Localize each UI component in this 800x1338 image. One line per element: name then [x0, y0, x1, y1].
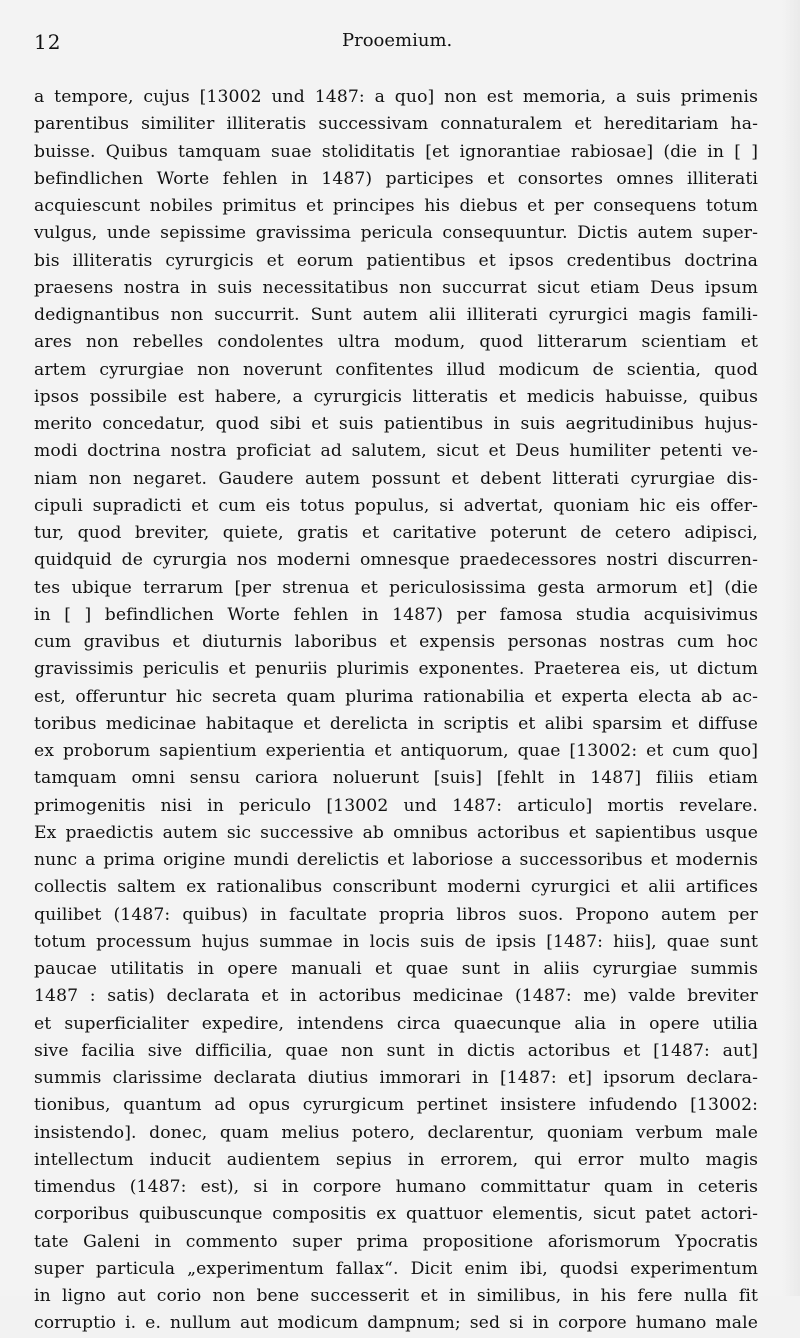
text-line: ex proborum sapientium experientia et antiquorum, quae [13002: et cum quo] — [34, 741, 758, 761]
text-line: tamquam omni sensu cariora noluerunt [suis] [fehlt in 1487] filiis etiam — [34, 768, 758, 789]
text-line: tate Galeni in commento super prima propositione aforismorum Ypocratis — [34, 1231, 758, 1252]
text-line: summis clarissime declarata diutius immorari in [1487: et] ipsorum declara- — [34, 1068, 758, 1088]
text-line: nunc a prima origine mundi derelictis et laboriose a successoribus et modernis — [34, 850, 758, 870]
text-line: in ligno aut corio non bene successerit et in similibus, in his fere nulla fit — [34, 1286, 758, 1306]
text-line: befindlichen Worte fehlen in 1487) participes et consortes omnes illiterati — [34, 168, 758, 189]
text-line: acquiescunt nobiles primitus et principes his diebus et per consequens totum — [34, 196, 758, 216]
text-line: parentibus similiter illiteratis successivam connaturalem et hereditariam ha- — [34, 114, 758, 135]
text-line: artem cyrurgiae non noverunt confitentes illud modicum de scientia, quod — [34, 359, 758, 380]
text-line: collectis saltem ex rationalibus conscribunt moderni cyrurgici et alii artifices — [34, 877, 758, 898]
text-line: sive facilia sive difficilia, quae non sunt in dictis actoribus et [1487: aut] — [34, 1040, 758, 1061]
text-line: primogenitis nisi in periculo [13002 und 1487: articulo] mortis revelare. — [34, 795, 758, 816]
text-line: ipsos possibile est habere, a cyrurgicis litteratis et medicis habuisse, quibus — [34, 386, 758, 407]
text-line: corruptio i. e. nullum aut modicum dampnum; sed si in corpore humano male — [34, 1313, 758, 1334]
text-line: quilibet (1487: quibus) in facultate propria libros suos. Propono autem per — [34, 904, 758, 925]
text-line: insistendo]. donec, quam melius potero, declarentur, quoniam verbum male — [34, 1122, 758, 1143]
text-line: paucae utilitatis in opere manuali et quae sunt in aliis cyrurgiae summis — [34, 959, 758, 979]
text-line: Ex praedictis autem sic successive ab omnibus actoribus et sapientibus usque — [34, 822, 758, 843]
text-line: est, offeruntur hic secreta quam plurima rationabilia et experta electa ab ac- — [34, 686, 758, 707]
text-line: ares non rebelles condolentes ultra modum, quod litterarum scientiam et — [34, 332, 758, 353]
text-line: tionibus, quantum ad opus cyrurgicum pertinet insistere infudendo [13002: — [34, 1095, 758, 1116]
text-line: tes ubique terrarum [per strenua et periculosissima gesta armorum et] (die — [34, 577, 758, 598]
text-line: super particula „experimentum fallax“. Dicit enim ibi, quodsi experimentum — [34, 1258, 758, 1279]
text-line: corporibus quibuscunque compositis ex quattuor elementis, sicut patet actori- — [34, 1204, 758, 1225]
text-line: bis illiteratis cyrurgicis et eorum patientibus et ipsos credentibus doctrina — [34, 250, 758, 271]
text-line: tur, quod breviter, quiete, gratis et caritative poterunt de cetero adipisci, — [34, 523, 758, 543]
text-line: gravissimis periculis et penuriis plurimis exponentes. Praeterea eis, ut dictum — [34, 659, 758, 680]
page-edge-shadow — [782, 0, 800, 1296]
text-line: modi doctrina nostra proficiat ad salutem, sicut et Deus humiliter petenti ve- — [34, 441, 758, 462]
text-line: merito concedatur, quod sibi et suis patientibus in suis aegritudinibus hujus- — [34, 414, 758, 434]
body-text — [34, 84, 758, 1338]
text-line: intellectum inducit audientem sepius in errorem, qui error multo magis — [34, 1149, 758, 1170]
text-line: cum gravibus et diuturnis laboribus et expensis personas nostras cum hoc — [34, 632, 758, 652]
text-line: praesens nostra in suis necessitatibus non succurrat sicut etiam Deus ipsum — [34, 277, 758, 298]
text-line: a tempore, cujus [13002 und 1487: a quo] non est memoria, a suis primenis — [34, 87, 758, 107]
running-title: Prooemium. — [342, 30, 453, 51]
text-line: buisse. Quibus tamquam suae stoliditatis [et ignorantiae rabiosae] (die in [ ] — [34, 141, 758, 162]
text-line: quidquid de cyrurgia nos moderni omnesque praedecessores nostri discurren- — [34, 550, 758, 571]
page-number: 12 — [34, 30, 62, 54]
text-line: totum processum hujus summae in locis suis de ipsis [1487: hiis], quae sunt — [34, 931, 758, 952]
text-line: timendus (1487: est), si in corpore humano committatur quam in ceteris — [34, 1177, 758, 1197]
text-line: dedignantibus non succurrit. Sunt autem alii illiterati cyrurgici magis famili- — [34, 305, 758, 325]
text-line: toribus medicinae habitaque et derelicta in scriptis et alibi sparsim et diffuse — [34, 713, 758, 734]
text-line: 1487 : satis) declarata et in actoribus medicinae (1487: me) valde breviter — [34, 986, 758, 1007]
text-line: et superficialiter expedire, intendens circa quaecunque alia in opere utilia — [34, 1013, 758, 1034]
text-line: vulgus, unde sepissime gravissima pericula consequuntur. Dictis autem super- — [34, 223, 758, 244]
text-line: cipuli supradicti et cum eis totus populus, si advertat, quoniam hic eis offer- — [34, 495, 758, 516]
text-line: in [ ] befindlichen Worte fehlen in 1487) per famosa studia acquisivimus — [34, 604, 758, 625]
page-header — [34, 30, 754, 60]
text-line: niam non negaret. Gaudere autem possunt et debent litterati cyrurgiae dis- — [34, 468, 758, 489]
